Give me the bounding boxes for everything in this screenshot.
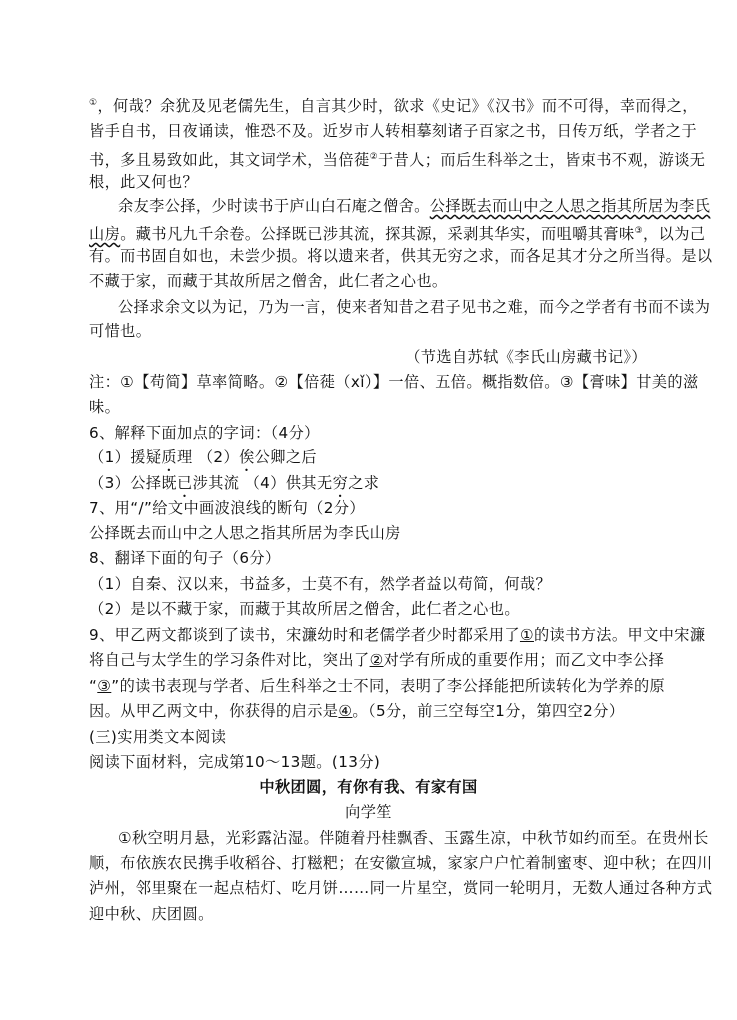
question-item: （1）援疑质理 （2）俟公卿之后 xyxy=(89,448,318,466)
passage-line: 皆手自书，日夜诵读，惟恐不及。近岁市人转相摹刻诸子百家之书，日传万纸，学者之于 xyxy=(89,122,697,140)
footnote-marker: ② xyxy=(369,152,379,162)
footnote-marker: ① xyxy=(89,98,98,108)
article-line: ①秋空明月悬，光彩露沾湿。伴随着丹桂飘香、玉露生凉，中秋节如约而至。在贵州长 xyxy=(118,829,709,847)
question-line: 9、甲乙两文都谈到了读书，宋濂幼时和老儒学者少时都采用了①的读书方法。甲文中宋濂 xyxy=(89,626,706,644)
notes-line: 味。 xyxy=(89,398,121,416)
question-line: 因。从甲乙两文中，你获得的启示是④。（5分，前三空每空1分，第四空2分） xyxy=(89,702,625,720)
article-line: 顺，布依族农民携手收稻谷、打糍粑；在安徽宣城，家家户户忙着制蜜枣、迎中秋；在四川 xyxy=(89,854,713,872)
question-item: （2）是以不藏于家，而藏于其故所居之僧舍，此仁者之心也。 xyxy=(89,600,520,618)
question-line: “③”的读书表现与学者、后生科举之士不同，表明了李公择能把所读转化为学养的原 xyxy=(89,677,666,695)
blank: ③ xyxy=(97,677,112,695)
question-item: （1）自秦、汉以来，书益多，士莫不有，然学者益以苟简，何哉？ xyxy=(89,575,552,593)
passage-line: 不藏于家，而藏于其故所居之僧舍，此仁者之心也。 xyxy=(89,272,448,290)
dotted-word: 质 xyxy=(161,448,178,466)
blank: ② xyxy=(369,651,384,669)
wavy-underlined-text: 公择既去而山中之人思之指其所居为李氏 xyxy=(429,197,711,215)
blank: ④ xyxy=(338,702,353,720)
passage-line: 有。而书固自如也，未尝少损。将以遗来者，供其无穷之求，而各足其才分之所当得。是以 xyxy=(89,247,713,265)
article-author: 向学笙 xyxy=(345,803,392,821)
question-title: 6、解释下面加点的字词：（4分） xyxy=(89,424,320,442)
question-title: 8、翻译下面的句子（6分） xyxy=(89,549,281,567)
article-line: 泸州，邻里聚在一起点桔灯、吃月饼……同一片星空，赏同一轮明月，无数人通过各种方式 xyxy=(89,879,713,897)
section-instruction: 阅读下面材料，完成第10～13题。(13分) xyxy=(89,753,381,771)
question-title: 7、用“/”给文中画波浪线的断句（2分） xyxy=(89,499,365,517)
passage-line: 书，多且易致如此，其文词学术，当倍蓰②于昔人；而后生科举之士，皆束书不观，游谈无 xyxy=(89,151,706,169)
passage-line: 山房。藏书凡九千余卷。公择既已涉其流，探其源，采剥其华实，而咀嚼其膏味③，以为己 xyxy=(89,225,706,243)
question-line: 将自己与太学生的学习条件对比，突出了②对学有所成的重要作用；而乙文中李公择 xyxy=(89,651,665,669)
section-heading: (三)实用类文本阅读 xyxy=(89,728,227,746)
dotted-word: 已 xyxy=(177,474,193,492)
article-line: 迎中秋、庆团圆。 xyxy=(89,905,214,923)
passage-line: 公择求余文以为记，乃为一言，使来者知昔之君子见书之难，而今之学者有书而不读为 xyxy=(118,298,711,316)
dotted-word: 穷 xyxy=(332,474,349,492)
source-citation: （节选自苏轼《李氏山房藏书记》） xyxy=(405,348,647,366)
article-title: 中秋团圆，有你有我、有家有国 xyxy=(259,778,478,796)
blank: ① xyxy=(519,626,534,644)
passage-line: 根，此又何也？ xyxy=(89,173,199,191)
question-item: （3）公择既已涉其流 （4）供其无穷之求 xyxy=(89,474,380,492)
wavy-underlined-text: 山房 xyxy=(89,225,121,243)
passage-line: ①，何哉？余犹及见老儒先生，自言其少时，欲求《史记》《汉书》而不可得，幸而得之， xyxy=(89,97,698,115)
question-text: 公择既去而山中之人思之指其所居为李氏山房 xyxy=(89,524,401,542)
dotted-word: 俟 xyxy=(239,448,255,466)
footnote-marker: ③ xyxy=(634,226,644,236)
passage-line: 余友李公择，少时读书于庐山白石庵之僧舍。公择既去而山中之人思之指其所居为李氏 xyxy=(118,197,711,215)
notes-line: 注：①【苟简】草率简略。②【倍蓰（xǐ）】一倍、五倍。概指数倍。③【膏味】甘美的滋 xyxy=(89,373,699,391)
passage-line: 可惜也。 xyxy=(89,322,152,340)
